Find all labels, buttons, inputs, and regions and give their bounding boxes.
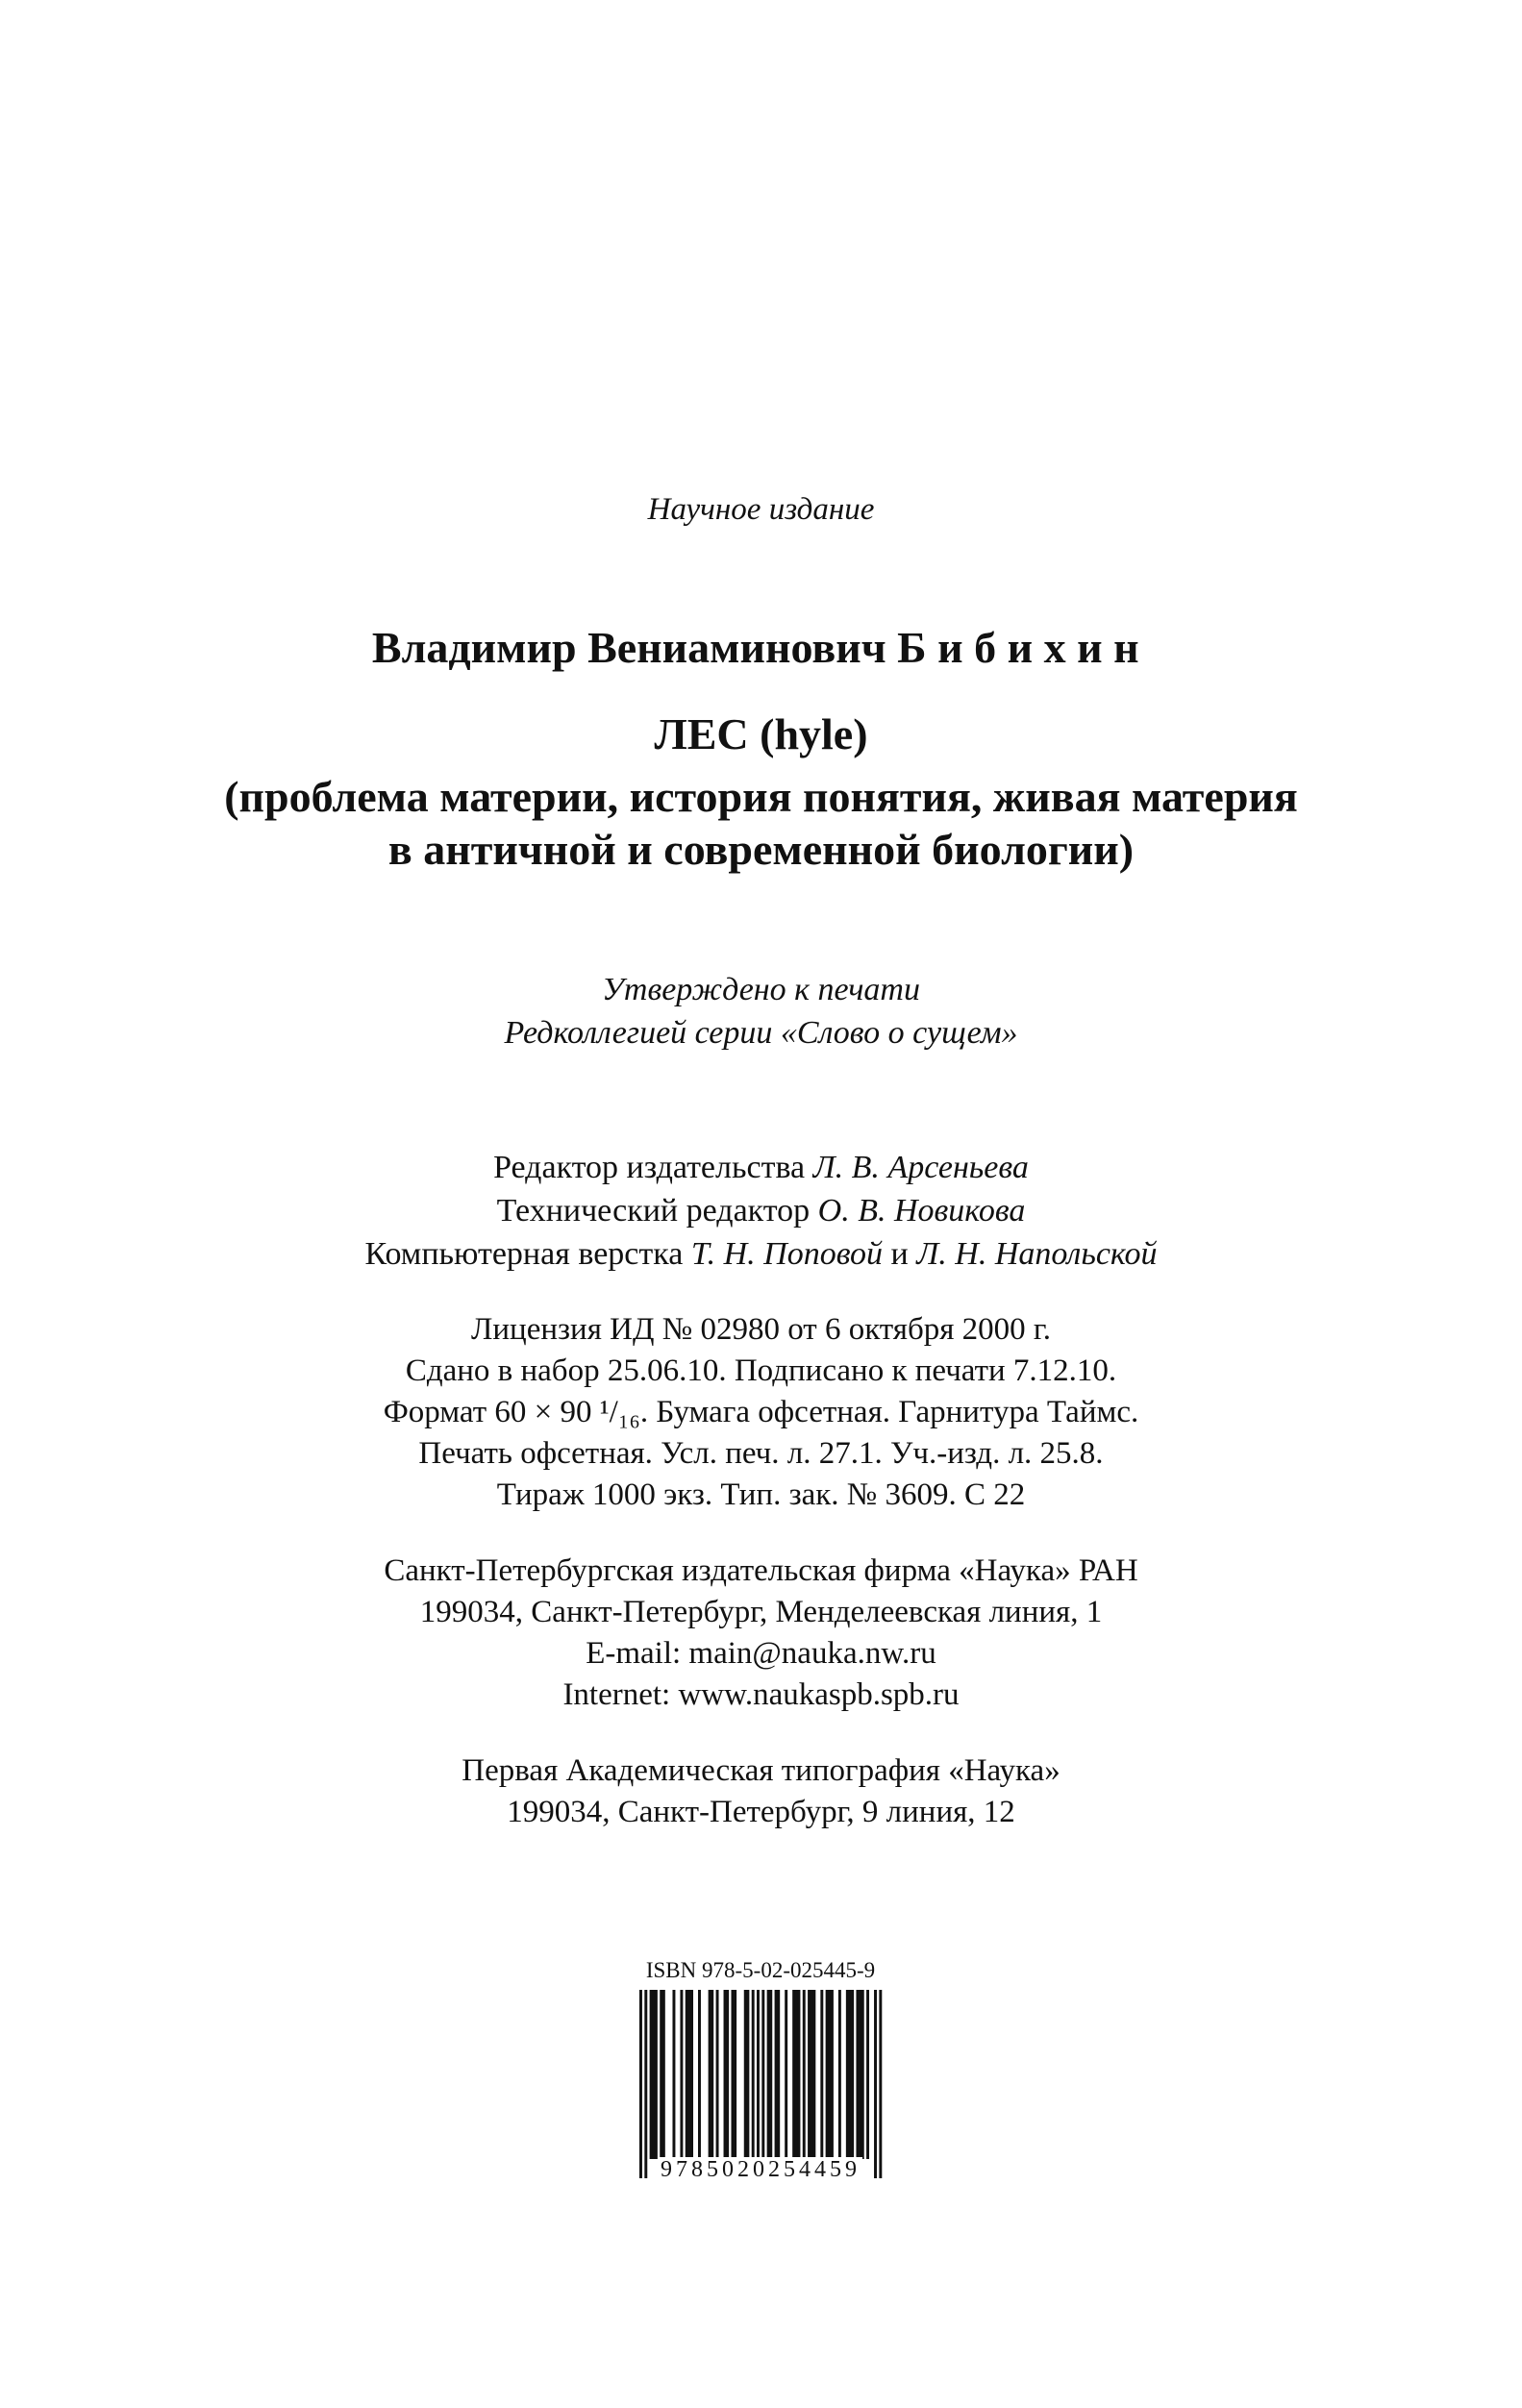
barcode-digits — [620, 2157, 901, 2182]
barcode-graphic — [620, 1990, 901, 2182]
barcode-bar — [716, 1990, 719, 2159]
isbn-label: ISBN 978-5-02-025445-9 — [645, 1958, 876, 1982]
barcode-bar — [757, 1990, 760, 2178]
barcode-bar — [711, 1990, 713, 2159]
book-subtitle-line2: в античной и современной биологии) — [387, 825, 1135, 874]
barcode-bar — [866, 1990, 869, 2159]
barcode-bar — [744, 1990, 747, 2159]
barcode-bar — [769, 1990, 772, 2159]
credit-tech-editor-name: О. В. Новикова — [817, 1193, 1026, 1229]
barcode-bar — [687, 1990, 690, 2159]
publisher-email: E-mail: main@nauka.nw.ru — [586, 1636, 936, 1671]
credit-tech-editor-label: Технический редактор — [496, 1193, 811, 1229]
barcode-bar — [820, 1990, 823, 2159]
barcode-bar — [731, 1990, 734, 2159]
barcode-bar — [795, 1990, 798, 2159]
barcode-bar — [660, 1990, 662, 2159]
barcode-bar — [828, 1990, 831, 2159]
author — [0, 623, 1522, 674]
barcode-bar — [672, 1990, 675, 2159]
publisher-address: 199034, Санкт-Петербург, Менделеевская линия, 1 — [419, 1595, 1103, 1629]
credit-layout-label: Компьютерная верстка — [364, 1236, 684, 1272]
barcode-bar — [662, 1990, 665, 2159]
barcode-bar — [761, 1990, 764, 2178]
barcode-bar — [856, 1990, 859, 2159]
imprint-dates: Сдано в набор 25.06.10. Подписано к печати 7.12.10. — [405, 1353, 1117, 1388]
barcode-bar — [874, 1990, 877, 2178]
barcode-bar — [650, 1990, 653, 2159]
barcode-bar — [846, 1990, 849, 2159]
barcode-bar — [851, 1990, 854, 2159]
credit-editor-name: Л. В. Арсеньева — [812, 1150, 1029, 1185]
barcode-bar — [785, 1990, 787, 2159]
credit-layout — [0, 1235, 1522, 1273]
approval-line1: Утверждено к печати — [602, 972, 920, 1007]
barcode-bar — [639, 1990, 642, 2178]
barcode-bar — [752, 1990, 755, 2159]
publisher-name: Санкт-Петербургская издательская фирма «Наука» РАН — [384, 1553, 1138, 1588]
printer-address: 199034, Санкт-Петербург, 9 линия, 12 — [507, 1795, 1015, 1829]
barcode-bar — [777, 1990, 780, 2159]
book-subtitle-line1: (проблема материи, история понятия, живая материя — [224, 772, 1298, 821]
barcode-bar — [803, 1990, 806, 2159]
printer-name: Первая Академическая типография «Наука» — [462, 1753, 1060, 1788]
barcode-bar — [767, 1990, 770, 2159]
barcode-bar — [690, 1990, 693, 2159]
credit-editor-label: Редактор издательства — [493, 1150, 806, 1185]
credit-tech-editor — [0, 1192, 1522, 1229]
barcode-bar — [746, 1990, 749, 2159]
credit-layout-name2: Л. Н. Напольской — [916, 1236, 1158, 1272]
barcode-bar — [797, 1990, 800, 2159]
barcode-bar — [724, 1990, 727, 2159]
barcode-bar — [652, 1990, 655, 2159]
barcode-bar — [792, 1990, 795, 2159]
barcode-bar — [709, 1990, 711, 2159]
imprint-format: Формат 60 × 90 ¹/₁₆. Бумага офсетная. Гарнитура Таймс. — [383, 1395, 1139, 1429]
barcode-bar — [775, 1990, 778, 2159]
barcode-bar — [879, 1990, 882, 2178]
barcode-bar — [849, 1990, 852, 2159]
author-last-name: Бибихин — [897, 623, 1151, 672]
barcode-bar — [812, 1990, 815, 2159]
barcode-bar — [686, 1990, 688, 2159]
imprint-run: Тираж 1000 экз. Тип. зак. № 3609. С 22 — [496, 1477, 1026, 1512]
credit-layout-name1: Т. Н. Поповой — [690, 1236, 884, 1272]
barcode — [620, 1990, 901, 2182]
credit-layout-and: и — [890, 1236, 909, 1272]
barcode-bar — [655, 1990, 658, 2159]
barcode-bar — [726, 1990, 729, 2159]
isbn-block — [620, 1957, 901, 2182]
barcode-digit-text: 9785020254459 — [661, 2157, 861, 2182]
barcode-bar — [644, 1990, 647, 2178]
barcode-bar — [698, 1990, 701, 2159]
imprint-license: Лицензия ИД № 02980 от 6 октября 2000 г. — [471, 1312, 1051, 1347]
barcode-bar — [838, 1990, 841, 2159]
book-title: ЛЕС (hyle) — [654, 709, 868, 758]
edition-type: Научное издание — [647, 492, 875, 527]
barcode-bar — [859, 1990, 861, 2159]
imprint-print: Печать офсетная. Усл. печ. л. 27.1. Уч.-изд. л. 25.8. — [418, 1436, 1104, 1471]
author-first-names: Владимир Вениаминович — [371, 623, 886, 672]
credit-editor — [0, 1149, 1522, 1186]
approval-line2: Редколлегией серии «Слово о сущем» — [504, 1015, 1018, 1051]
barcode-bar — [734, 1990, 736, 2159]
barcode-bar — [831, 1990, 834, 2159]
barcode-bar — [680, 1990, 683, 2159]
barcode-bar — [861, 1990, 864, 2159]
barcode-bar — [808, 1990, 811, 2159]
publisher-internet: Internet: www.naukaspb.spb.ru — [562, 1677, 960, 1712]
barcode-bar — [826, 1990, 829, 2159]
barcode-bar — [811, 1990, 813, 2159]
